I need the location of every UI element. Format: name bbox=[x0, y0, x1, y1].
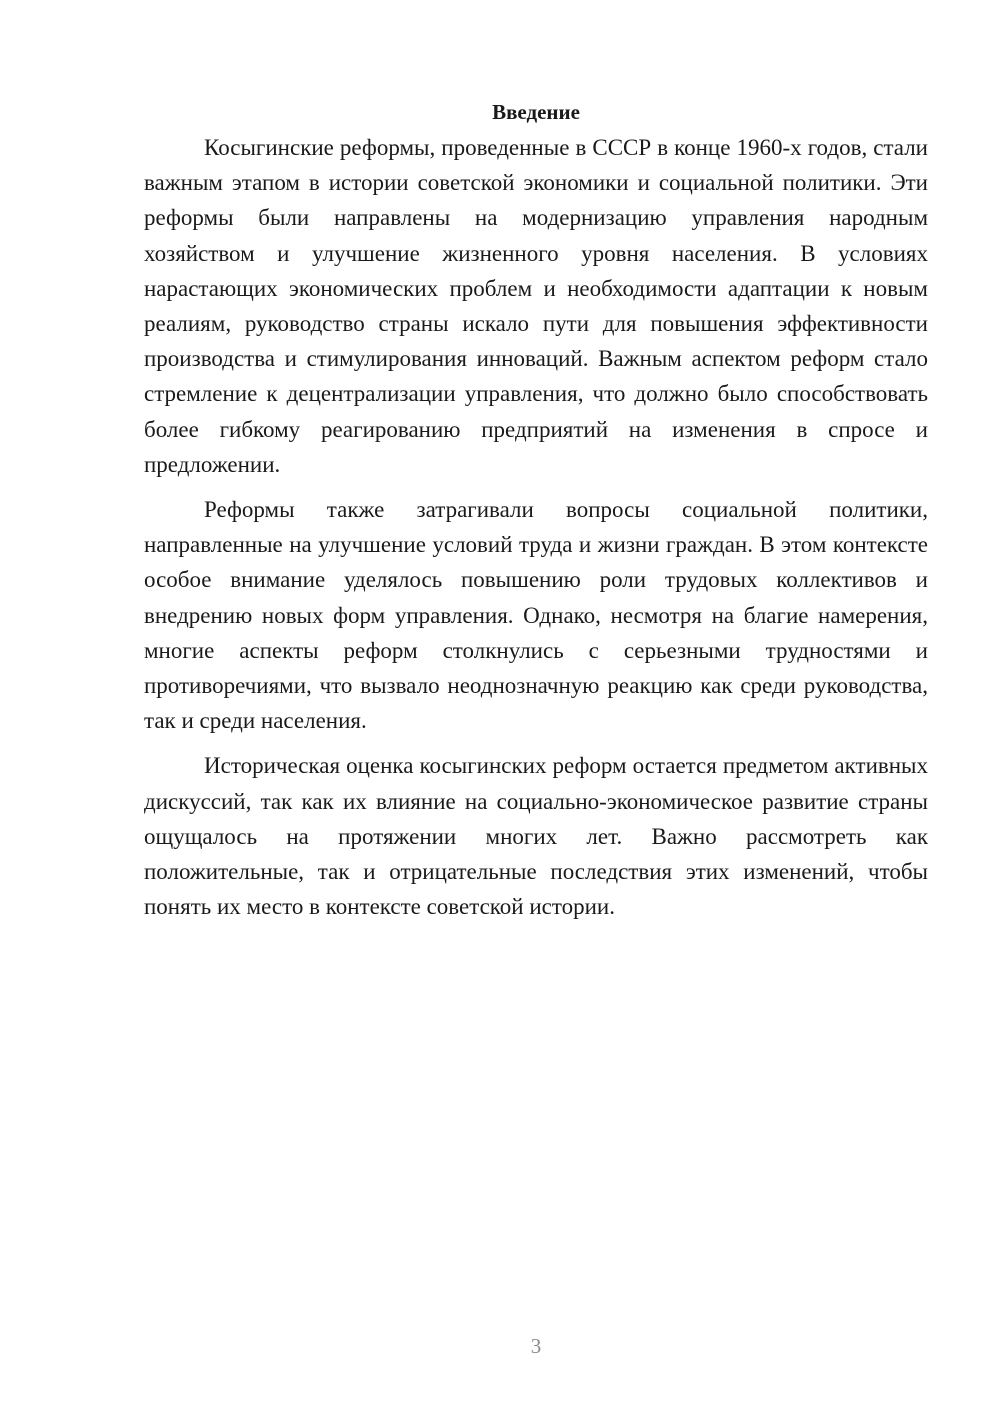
paragraph-2: Реформы также затрагивали вопросы социальной политики, направленные на улучшение условий труда и жизни граждан. В этом контексте особое внимание уделялось повышению роли трудовых коллективов и внедрению новых форм управления. Однако, несмотря на благие намерения, многие аспекты реформ столкнулись с серьезными трудностями и противоречиями, что вызвало неоднозначную реакцию как среди руководства, так и среди населения. bbox=[144, 497, 928, 734]
paragraph-3: Историческая оценка косыгинских реформ остается предметом активных дискуссий, так как их влияние на социально-экономическое развитие страны ощущалось на протяжении многих лет. Важно рассмотреть как положительные, так и отрицательные последствия этих изменений, чтобы понять их место в контексте советской истории. bbox=[144, 753, 928, 920]
page-number: 3 bbox=[530, 1334, 542, 1358]
paragraph-1: Косыгинские реформы, проведенные в СССР в конце 1960-х годов, стали важным этапом в истории советской экономики и социальной политики. Эти реформы были направлены на модернизацию управления народным хозяйством и улучшение жизненного уровня населения. В условиях нарастающих экономических проблем и необходимости адаптации к новым реалиям, руководство страны искало пути для повышения эффективности производства и стимулирования инноваций. Важным аспектом реформ стало стремление к децентрализации управления, что должно было способствовать более гибкому реагированию предприятий на изменения в спросе и предложении. bbox=[144, 135, 928, 477]
section-title: Введение bbox=[492, 100, 580, 124]
page-content bbox=[144, 95, 928, 934]
